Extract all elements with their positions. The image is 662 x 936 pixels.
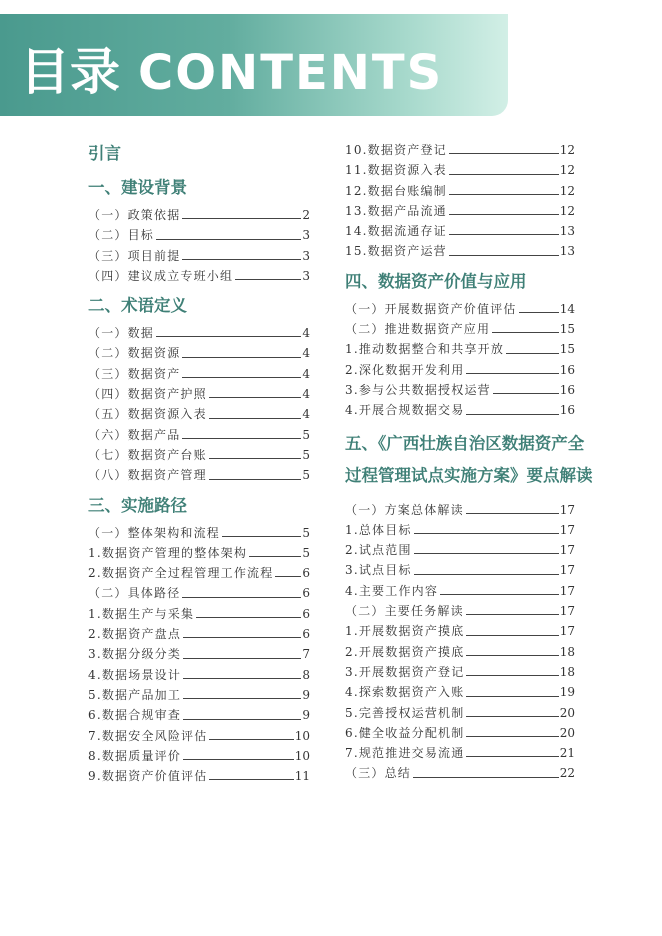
- dash-leader: [235, 279, 301, 280]
- toc-entry[interactable]: [88, 604, 310, 624]
- toc-entry[interactable]: [88, 384, 310, 404]
- toc-entry-page: 5: [302, 525, 310, 540]
- toc-entry-page: 17: [559, 502, 575, 517]
- toc-entry-label: 1.数据生产与采集: [88, 606, 195, 621]
- dash-leader: [466, 614, 559, 615]
- toc-entry-page: 17: [559, 563, 575, 578]
- toc-entry[interactable]: [88, 205, 310, 225]
- dash-leader: [183, 637, 301, 638]
- dash-leader: [182, 259, 301, 260]
- toc-entry-label: 1.推动数据整合和共享开放: [345, 342, 505, 357]
- toc-entry-label: 8.数据质量评价: [88, 748, 182, 763]
- toc-entry-label: 5.数据产品加工: [88, 687, 182, 702]
- toc-entry-page: 5: [302, 427, 310, 442]
- dash-leader: [449, 153, 559, 154]
- toc-entry-page: 4: [302, 346, 310, 361]
- toc-entry-label: 1.数据资产管理的整体架构: [88, 545, 248, 560]
- toc-entry-page: 12: [559, 203, 575, 218]
- toc-entry-page: 9: [302, 687, 310, 702]
- toc-entry[interactable]: [88, 445, 310, 465]
- toc-entry-label: （一）方案总体解读: [345, 502, 464, 517]
- toc-entry-label: （一）整体架构和流程: [88, 525, 221, 540]
- dash-leader: [183, 719, 301, 720]
- toc-entry[interactable]: [345, 201, 575, 221]
- toc-entry[interactable]: [345, 380, 575, 400]
- toc-entry-label: （三）项目前提: [88, 248, 181, 263]
- dash-leader: [209, 418, 302, 419]
- section-heading[interactable]: 四、数据资产价值与应用: [345, 271, 527, 291]
- toc-entry-label: 1.总体目标: [345, 522, 412, 537]
- toc-entry[interactable]: [88, 266, 310, 286]
- toc-entry-label: 3.数据分级分类: [88, 647, 182, 662]
- dash-leader: [275, 576, 301, 577]
- toc-entry[interactable]: [88, 685, 310, 705]
- toc-entry-page: 15: [559, 342, 575, 357]
- toc-entry-label: （三）数据资产: [88, 366, 181, 381]
- dash-leader: [506, 353, 559, 354]
- dash-leader: [493, 393, 559, 394]
- toc-entry[interactable]: [88, 225, 310, 245]
- toc-entry[interactable]: [88, 563, 310, 583]
- dash-leader: [466, 736, 558, 737]
- toc-entry-page: 3: [302, 248, 310, 263]
- dash-leader: [519, 312, 559, 313]
- toc-entry-label: 4.主要工作内容: [345, 583, 439, 598]
- toc-entry[interactable]: [345, 221, 575, 241]
- dash-leader: [466, 635, 558, 636]
- toc-entry-page: 22: [559, 766, 575, 781]
- dash-leader: [449, 194, 559, 195]
- toc-entry-page: 8: [302, 667, 310, 682]
- toc-entry-page: 17: [559, 624, 575, 639]
- dash-leader: [492, 332, 559, 333]
- dash-leader: [449, 174, 559, 175]
- toc-entry-page: 6: [302, 586, 310, 601]
- toc-entry-page: 3: [302, 268, 310, 283]
- toc-entry-label: 2.试点范围: [345, 543, 412, 558]
- toc-entry-page: 17: [559, 604, 575, 619]
- toc-entry-label: （六）数据产品: [88, 427, 181, 442]
- toc-entry-label: 3.开展数据资产登记: [345, 664, 465, 679]
- dash-leader: [414, 553, 559, 554]
- dash-leader: [466, 696, 558, 697]
- dash-leader: [466, 716, 558, 717]
- toc-entry[interactable]: [345, 140, 575, 160]
- toc-entry-label: 12.数据台账编制: [345, 183, 447, 198]
- toc-entry-page: 20: [559, 725, 575, 740]
- toc-entry-page: 6: [302, 627, 310, 642]
- dash-leader: [414, 574, 559, 575]
- toc-entry-page: 10: [294, 748, 310, 763]
- dash-leader: [249, 556, 301, 557]
- toc-entry-label: 10.数据资产登记: [345, 143, 447, 157]
- dash-leader: [182, 377, 301, 378]
- dash-leader: [182, 357, 301, 358]
- toc-entry-page: 6: [302, 606, 310, 621]
- toc-entry-page: 17: [559, 583, 575, 598]
- toc-entry[interactable]: [345, 682, 575, 702]
- toc-entry-page: 4: [302, 326, 310, 341]
- toc-entry[interactable]: [345, 241, 575, 261]
- toc-entry-page: 18: [559, 644, 575, 659]
- toc-entry[interactable]: [345, 500, 575, 520]
- toc-entry-label: 3.参与公共数据授权运营: [345, 382, 491, 397]
- toc-entry[interactable]: [345, 642, 575, 662]
- toc-entry-page: 6: [302, 566, 310, 581]
- toc-entry-page: 2: [302, 208, 310, 222]
- dash-leader: [466, 414, 558, 415]
- toc-entry-page: 11: [294, 769, 310, 784]
- dash-leader: [209, 397, 302, 398]
- toc-entry-page: 5: [302, 468, 310, 483]
- toc-entry[interactable]: [345, 743, 575, 763]
- section-heading[interactable]: 三、实施路径: [88, 495, 187, 515]
- dash-leader: [209, 479, 302, 480]
- toc-entry[interactable]: [345, 540, 575, 560]
- toc-entry[interactable]: [345, 601, 575, 621]
- toc-entry[interactable]: [345, 723, 575, 743]
- toc-entry-page: 4: [302, 407, 310, 422]
- toc-entry[interactable]: [88, 323, 310, 343]
- toc-entry-page: 18: [559, 664, 575, 679]
- toc-entry-page: 14: [559, 301, 575, 316]
- toc-entry-label: 4.数据场景设计: [88, 667, 182, 682]
- toc-entry-label: （三）总结: [345, 766, 412, 781]
- toc-entry-label: 6.数据合规审查: [88, 708, 182, 723]
- toc-entry[interactable]: [345, 703, 575, 723]
- toc-entry-label: （四）建议成立专班小组: [88, 268, 234, 283]
- toc-entry-label: 1.开展数据资产摸底: [345, 624, 465, 639]
- toc-entry-page: 17: [559, 543, 575, 558]
- toc-entry-page: 19: [559, 685, 575, 700]
- toc-entry[interactable]: [88, 246, 310, 266]
- toc-entry[interactable]: [88, 583, 310, 603]
- toc-entry-label: 3.试点目标: [345, 563, 412, 578]
- toc-entry-label: 5.完善授权运营机制: [345, 705, 465, 720]
- toc-entry[interactable]: [345, 560, 575, 580]
- toc-entry[interactable]: [88, 705, 310, 725]
- toc-entry-page: 13: [559, 244, 575, 259]
- toc-entry[interactable]: [345, 763, 575, 783]
- dash-leader: [466, 675, 558, 676]
- toc-entry-label: 2.数据资产盘点: [88, 627, 182, 642]
- toc-entry[interactable]: [88, 523, 310, 543]
- dash-leader: [156, 239, 301, 240]
- toc-entry-label: （五）数据资源入表: [88, 407, 207, 422]
- dash-leader: [156, 336, 301, 337]
- toc-entry-page: 16: [559, 403, 575, 418]
- dash-leader: [183, 698, 301, 699]
- dash-leader: [466, 513, 559, 514]
- toc-entry[interactable]: [345, 662, 575, 682]
- toc-entry-page: 9: [302, 708, 310, 723]
- toc-entry[interactable]: [345, 581, 575, 601]
- toc-entry[interactable]: [345, 160, 575, 180]
- toc-entry-label: （二）主要任务解读: [345, 604, 464, 619]
- toc-entry[interactable]: [88, 343, 310, 363]
- toc-entry[interactable]: [345, 360, 575, 380]
- toc-entry[interactable]: [88, 404, 310, 424]
- toc-entry[interactable]: [345, 621, 575, 641]
- toc-entry[interactable]: [88, 746, 310, 766]
- toc-entry-label: 6.健全收益分配机制: [345, 725, 465, 740]
- dash-leader: [182, 597, 301, 598]
- toc-entry[interactable]: [88, 624, 310, 644]
- toc-entry-page: 5: [302, 447, 310, 462]
- toc-entry-label: （七）数据资产台账: [88, 447, 207, 462]
- dash-leader: [413, 777, 559, 778]
- title-english: CONTENTS: [138, 45, 444, 101]
- toc-entry-label: （二）数据资源: [88, 346, 181, 361]
- dash-leader: [466, 655, 558, 656]
- toc-entry-label: （二）目标: [88, 228, 155, 243]
- toc-entry-label: 14.数据流通存证: [345, 224, 447, 239]
- dash-leader: [196, 617, 301, 618]
- toc-entry-page: 20: [559, 705, 575, 720]
- dash-leader: [209, 779, 293, 780]
- toc-entry-label: （四）数据资产护照: [88, 387, 207, 402]
- toc-entry-label: 15.数据资产运营: [345, 244, 447, 259]
- section-heading[interactable]: 引言: [88, 144, 121, 163]
- toc-entry-page: 13: [559, 224, 575, 239]
- toc-entry-page: 4: [302, 387, 310, 402]
- dash-leader: [440, 594, 559, 595]
- toc-entry[interactable]: [88, 465, 310, 485]
- toc-entry-label: 9.数据资产价值评估: [88, 769, 208, 784]
- toc-entry-page: 10: [294, 728, 310, 743]
- dash-leader: [209, 739, 293, 740]
- toc-entry-label: 7.规范推进交易流通: [345, 746, 465, 761]
- toc-entry-label: 13.数据产品流通: [345, 203, 447, 218]
- toc-right-column: [345, 140, 593, 784]
- toc-left-column: [88, 140, 310, 786]
- toc-entry-page: 7: [302, 647, 310, 662]
- toc-entry[interactable]: [88, 425, 310, 445]
- toc-entry-label: 4.探索数据资产入账: [345, 685, 465, 700]
- page-title: [20, 42, 443, 103]
- toc-entry-page: 16: [559, 382, 575, 397]
- dash-leader: [466, 373, 558, 374]
- toc-entry[interactable]: [345, 400, 575, 420]
- toc-entry-page: 4: [302, 366, 310, 381]
- toc-entry[interactable]: [345, 520, 575, 540]
- toc-entry[interactable]: [345, 319, 575, 339]
- section-heading[interactable]: 二、术语定义: [88, 296, 187, 316]
- toc-entry-label: （二）推进数据资产应用: [345, 322, 491, 337]
- dash-leader: [449, 255, 559, 256]
- toc-entry[interactable]: [345, 339, 575, 359]
- title-chinese: 目录: [20, 43, 120, 101]
- toc-entry-label: （一）政策依据: [88, 208, 181, 222]
- dash-leader: [209, 458, 302, 459]
- toc-entry-page: 12: [559, 183, 575, 198]
- toc-entry-page: 16: [559, 362, 575, 377]
- section-heading[interactable]: 五、《广西壮族自治区数据资产全: [345, 433, 585, 453]
- toc-entry-label: （一）开展数据资产价值评估: [345, 301, 517, 316]
- toc-entry-label: （八）数据资产管理: [88, 468, 207, 483]
- dash-leader: [182, 218, 301, 219]
- toc-entry-label: 4.开展合规数据交易: [345, 403, 465, 418]
- contents-banner: [0, 14, 508, 116]
- dash-leader: [414, 533, 559, 534]
- toc-entry[interactable]: [345, 181, 575, 201]
- toc-entry-label: （二）具体路径: [88, 586, 181, 601]
- dash-leader: [183, 658, 301, 659]
- toc-entry[interactable]: [88, 665, 310, 685]
- toc-entry-page: 3: [302, 228, 310, 243]
- toc-entry-label: （一）数据: [88, 326, 155, 341]
- toc-entry[interactable]: [345, 299, 575, 319]
- toc-entry-label: 11.数据资源入表: [345, 163, 447, 178]
- toc-entry-page: 12: [559, 143, 575, 157]
- toc-entry-page: 5: [302, 545, 310, 560]
- toc-entry[interactable]: [88, 543, 310, 563]
- section-heading[interactable]: 一、建设背景: [88, 178, 187, 197]
- dash-leader: [183, 759, 294, 760]
- dash-leader: [449, 214, 559, 215]
- dash-leader: [449, 234, 559, 235]
- toc-entry-label: 2.深化数据开发利用: [345, 362, 465, 377]
- toc-entry[interactable]: [88, 644, 310, 664]
- toc-entry-label: 7.数据安全风险评估: [88, 728, 208, 743]
- toc-entry-page: 15: [559, 322, 575, 337]
- toc-entry-page: 21: [559, 746, 575, 761]
- toc-entry[interactable]: [88, 726, 310, 746]
- toc-entry[interactable]: [88, 364, 310, 384]
- toc-entry-page: 17: [559, 522, 575, 537]
- dash-leader: [222, 536, 301, 537]
- toc-entry-label: 2.开展数据资产摸底: [345, 644, 465, 659]
- section-heading[interactable]: 过程管理试点实施方案》要点解读: [345, 465, 593, 485]
- dash-leader: [466, 756, 558, 757]
- toc-entry[interactable]: [88, 766, 310, 786]
- dash-leader: [182, 438, 301, 439]
- toc-entry-page: 12: [559, 163, 575, 178]
- toc-entry-label: 2.数据资产全过程管理工作流程: [88, 566, 274, 581]
- dash-leader: [183, 678, 301, 679]
